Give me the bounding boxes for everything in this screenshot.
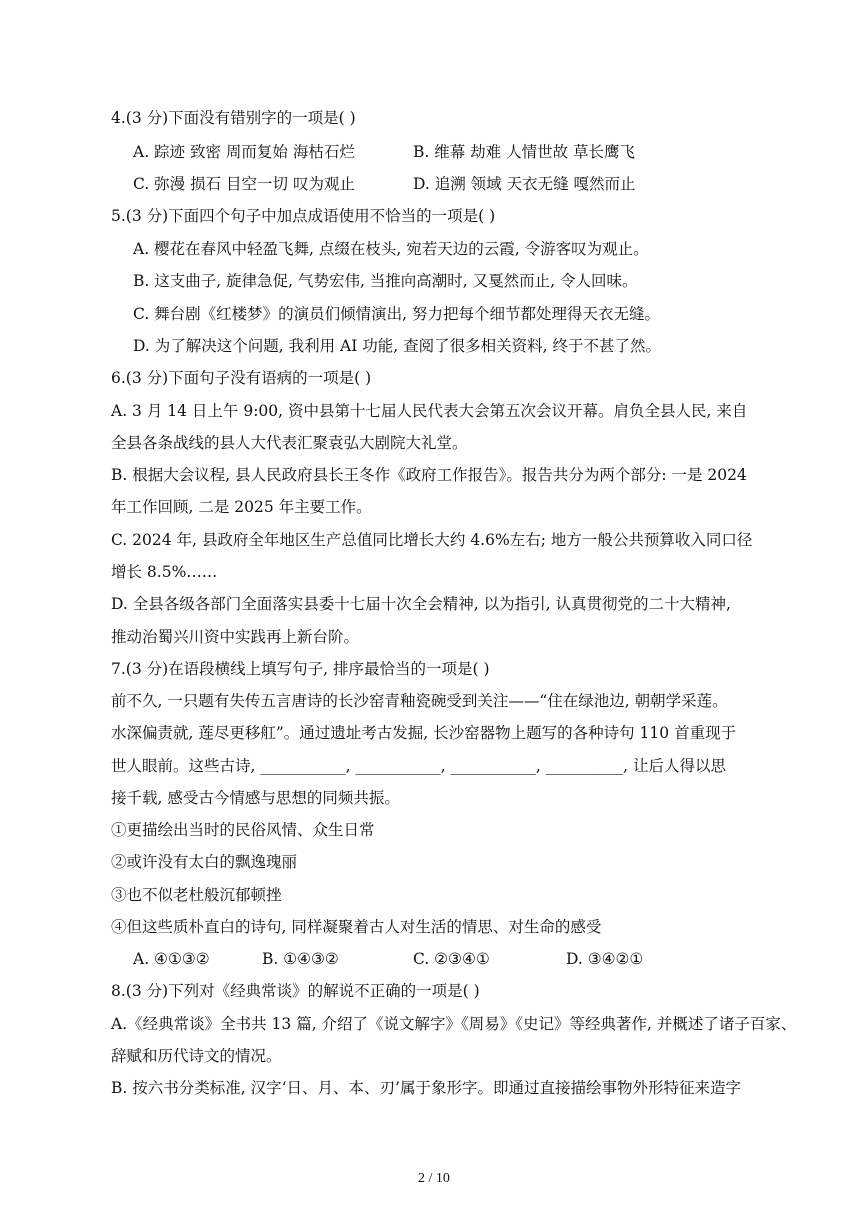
question-6-option-b-line-1: B. 根据大会议程, 县人民政府县长王冬作《政府工作报告》。报告共分为两个部分: 一是 2024 — [111, 466, 747, 484]
question-6-option-d-line-2: 推动治蜀兴川资中实践再上新台阶。 — [111, 628, 360, 646]
question-8-option-b-line-1: B. 按六书分类标准, 汉字‘日、月、本、刃’属于象形字。即通过直接描绘事物外形特征来造字 — [111, 1079, 741, 1097]
question-4-options-row-2 — [0, 174, 868, 194]
question-7-passage-line-1: 前不久, 一只题有失传五言唐诗的长沙窑青釉瓷碗受到关注——“住在绿池边, 朝朝学采莲。 — [111, 692, 728, 710]
question-4-option-c: C. 弥漫 损石 目空一切 叹为观止 — [133, 175, 355, 193]
question-5-option-c: C. 舞台剧《红楼梦》的演员们倾情演出, 努力把每个细节都处理得天衣无缝。 — [133, 305, 661, 323]
question-4-stem: 4.(3 分)下面没有错别字的一项是( ) — [111, 109, 356, 127]
question-7-sentence-4: ④但这些质朴直白的诗句, 同样凝聚着古人对生活的情思、对生命的感受 — [111, 918, 602, 936]
question-6-option-d-line-1: D. 全县各级各部门全面落实县委十七届十次全会精神, 以为指引, 认真贯彻党的二十大精神, — [111, 595, 731, 613]
question-7-sentence-1: ①更描绘出当时的民俗风情、众生日常 — [111, 821, 375, 839]
question-7-option-b: B. ①④③② — [262, 950, 339, 968]
question-7-sentence-2: ②或许没有太白的飘逸瑰丽 — [111, 853, 298, 871]
question-5-option-b: B. 这支曲子, 旋律急促, 气势宏伟, 当推向高潮时, 又戛然而止, 令人回味。 — [133, 272, 638, 290]
question-5-stem: 5.(3 分)下面四个句子中加点成语使用不恰当的一项是( ) — [111, 207, 496, 225]
question-4-options-row-1 — [0, 142, 868, 162]
question-6-option-c-line-1: C. 2024 年, 县政府全年地区生产总值同比增长大约 4.6%左右; 地方一般公共预算收入同口径 — [111, 531, 753, 549]
question-4-option-a: A. 踪迹 致密 周而复始 海枯石烂 — [133, 143, 355, 161]
question-8-option-a-line-1: A.《经典常谈》全书共 13 篇, 介绍了《说文解字》《周易》《史记》等经典著作, 并概述了诸子百家、 — [111, 1015, 797, 1033]
question-6-option-b-line-2: 年工作回顾, 二是 2025 年主要工作。 — [111, 498, 372, 516]
question-7-option-d: D. ③④②① — [566, 950, 644, 968]
page-number: 2 / 10 — [418, 1171, 450, 1186]
question-6-stem: 6.(3 分)下面句子没有语病的一项是( ) — [111, 369, 372, 387]
question-7-options-row — [0, 949, 868, 969]
question-7-option-c: C. ②③④① — [413, 950, 490, 968]
question-8-option-a-line-2: 辞赋和历代诗文的情况。 — [111, 1047, 282, 1065]
question-4-option-b: B. 维幕 劫难 人情世故 草长鹰飞 — [413, 143, 636, 161]
question-7-stem: 7.(3 分)在语段横线上填写句子, 排序最恰当的一项是( ) — [111, 660, 490, 678]
question-5-option-a: A. 樱花在春风中轻盈飞舞, 点缀在枝头, 宛若天边的云霞, 令游客叹为观止。 — [133, 240, 649, 258]
question-6-option-c-line-2: 增长 8.5%…… — [111, 563, 218, 581]
question-8-stem: 8.(3 分)下列对《经典常谈》的解说不正确的一项是( ) — [111, 982, 480, 1000]
question-7-sentence-3: ③也不似老杜般沉郁顿挫 — [111, 886, 282, 904]
question-7-option-a: A. ④①③② — [133, 950, 210, 968]
question-7-passage-line-2: 水深偏责就, 莲尽更移舡”。通过遗址考古发掘, 长沙窑器物上题写的各种诗句 110 首重现于 — [111, 724, 737, 742]
question-5-option-d: D. 为了解决这个问题, 我利用 AI 功能, 查阅了很多相关资料, 终于不甚了然。 — [133, 337, 661, 355]
question-7-passage-line-4: 接千载, 感受古今情感与思想的同频共振。 — [111, 789, 400, 807]
question-7-passage-line-3: 世人眼前。这些古诗, ___________, ___________, ___________, __________, 让后人得以思 — [111, 757, 727, 775]
question-6-option-a-line-2: 全县各条战线的县人大代表汇聚袁弘大剧院大礼堂。 — [111, 434, 468, 452]
question-4-option-d: D. 追溯 领域 天衣无缝 嘎然而止 — [413, 175, 636, 193]
question-6-option-a-line-1: A. 3 月 14 日上午 9:00, 资中县第十七届人民代表大会第五次会议开幕。肩负全县人民, 来自 — [111, 402, 748, 420]
